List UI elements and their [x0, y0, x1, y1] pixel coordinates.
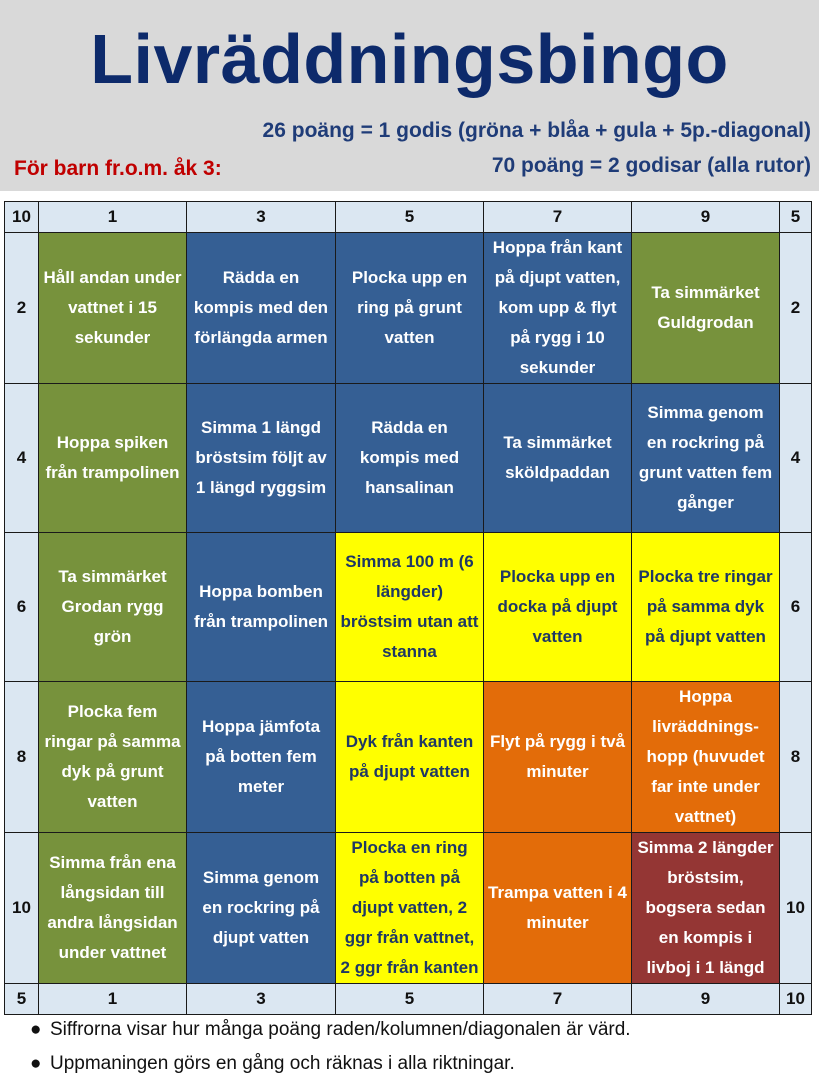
points-header-row [5, 202, 812, 233]
bingo-square: Rädda en kompis med hansalinan [336, 384, 484, 533]
bingo-square: Plocka fem ringar på samma dyk på grunt vatten [39, 682, 187, 833]
row-points-right: 8 [780, 682, 812, 833]
bingo-square: Hoppa livräddnings-hopp (huvudet far inte under vattnet) [632, 682, 780, 833]
bullet-icon: ● [30, 1019, 42, 1040]
note-text: Siffrorna visar hur många poäng raden/kolumnen/diagonalen är värd. [50, 1019, 631, 1040]
row-points-left: 10 [5, 833, 39, 984]
column-points: 7 [484, 202, 632, 233]
bingo-square: Plocka en ring på botten på djupt vatten, 2 ggr från vattnet, 2 ggr från kanten [336, 833, 484, 984]
column-points: 3 [187, 202, 336, 233]
column-points: 1 [39, 202, 187, 233]
audience-label: För barn fr.o.m. åk 3: [14, 157, 222, 180]
bingo-row [5, 384, 812, 533]
row-points-left: 4 [5, 384, 39, 533]
row-points-left: 6 [5, 533, 39, 682]
bingo-row [5, 533, 812, 682]
bingo-square: Plocka upp en docka på djupt vatten [484, 533, 632, 682]
notes-list [30, 1013, 631, 1081]
note-item [30, 1047, 631, 1081]
column-points: 9 [632, 202, 780, 233]
row-points-right: 6 [780, 533, 812, 682]
bullet-icon: ● [30, 1053, 42, 1074]
bingo-square: Simma 2 längder bröstsim, bogsera sedan en kompis i livboj i 1 längd [632, 833, 780, 984]
bingo-square: Hoppa jämfota på botten fem meter [187, 682, 336, 833]
bingo-square: Hoppa från kant på djupt vatten, kom upp & flyt på rygg i 10 sekunder [484, 233, 632, 384]
row-points-right: 10 [780, 833, 812, 984]
bingo-row [5, 833, 812, 984]
page-title: Livräddningsbingo [90, 20, 729, 98]
bingo-square: Ta simmärket Grodan rygg grön [39, 533, 187, 682]
reward-rule-26: 26 poäng = 1 godis (gröna + blåa + gula + 5p.-diagonal) [262, 119, 811, 142]
bingo-square: Ta simmärket sköldpaddan [484, 384, 632, 533]
row-points-right: 4 [780, 384, 812, 533]
bingo-row [5, 233, 812, 384]
bingo-square: Håll andan under vattnet i 15 sekunder [39, 233, 187, 384]
column-points: 9 [632, 984, 780, 1015]
diagonal-points-bottom-right: 10 [780, 984, 812, 1015]
bingo-square: Plocka upp en ring på grunt vatten [336, 233, 484, 384]
bingo-square: Ta simmärket Guldgrodan [632, 233, 780, 384]
bingo-square: Simma genom en rockring på grunt vatten fem gånger [632, 384, 780, 533]
column-points: 5 [336, 984, 484, 1015]
column-points: 1 [39, 984, 187, 1015]
column-points: 3 [187, 984, 336, 1015]
reward-rule-70: 70 poäng = 2 godisar (alla rutor) [491, 154, 811, 177]
bingo-square: Simma 100 m (6 längder) bröstsim utan att stanna [336, 533, 484, 682]
bingo-grid [4, 201, 812, 1015]
bingo-square: Simma från ena långsidan till andra långsidan under vattnet [39, 833, 187, 984]
bingo-row [5, 682, 812, 833]
bingo-square: Hoppa spiken från trampolinen [39, 384, 187, 533]
bingo-square: Simma 1 längd bröstsim följt av 1 längd ryggsim [187, 384, 336, 533]
bingo-square: Dyk från kanten på djupt vatten [336, 682, 484, 833]
header-banner [0, 0, 819, 191]
column-points: 5 [336, 202, 484, 233]
row-points-left: 2 [5, 233, 39, 384]
bingo-square: Trampa vatten i 4 minuter [484, 833, 632, 984]
bingo-square: Rädda en kompis med den förlängda armen [187, 233, 336, 384]
column-points: 7 [484, 984, 632, 1015]
row-points-left: 8 [5, 682, 39, 833]
note-text: Uppmaningen görs en gång och räknas i alla riktningar. [50, 1053, 515, 1074]
bingo-square: Simma genom en rockring på djupt vatten [187, 833, 336, 984]
diagonal-points-bottom-left: 5 [5, 984, 39, 1015]
points-footer-row [5, 984, 812, 1015]
bingo-square: Flyt på rygg i två minuter [484, 682, 632, 833]
bingo-square: Plocka tre ringar på samma dyk på djupt vatten [632, 533, 780, 682]
bingo-square: Hoppa bomben från trampolinen [187, 533, 336, 682]
note-item [30, 1013, 631, 1047]
diagonal-points-top-left: 10 [5, 202, 39, 233]
diagonal-points-top-right: 5 [780, 202, 812, 233]
row-points-right: 2 [780, 233, 812, 384]
